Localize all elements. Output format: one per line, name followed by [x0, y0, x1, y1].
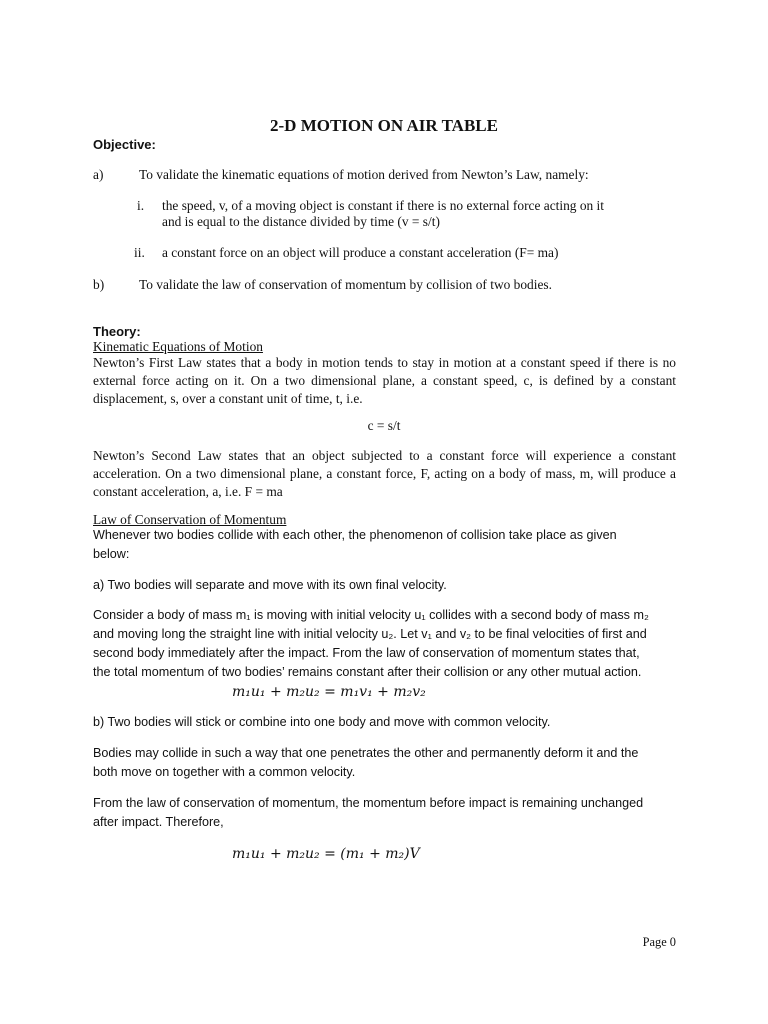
sub-objective-i-label: i. [137, 198, 145, 213]
case-a-paragraph-line4: the total momentum of two bodies’ remains constant after their collision or any other mutual action. [93, 665, 642, 679]
momentum-equation-separate: m₁u₁ + m₂u₂ = m₁v₁ + m₂v₂ [232, 684, 426, 700]
case-b-paragraph-line2: both move on together with a common velocity. [93, 765, 356, 779]
objective-a-label: a) [93, 167, 104, 182]
momentum-equation-combined: m₁u₁ + m₂u₂ = (m₁ + m₂)V [232, 846, 420, 862]
kinematic-heading: Kinematic Equations of Motion [93, 339, 263, 354]
theory-heading: Theory: [93, 324, 141, 339]
sub-objective-i-line2: and is equal to the distance divided by time (v = s/t) [162, 214, 440, 229]
momentum-heading: Law of Conservation of Momentum [93, 512, 287, 527]
case-a-paragraph-line2: and moving long the straight line with initial velocity u₂. Let v₁ and v₂ to be final velocities of first and [93, 627, 647, 641]
case-b-paragraph-line1: Bodies may collide in such a way that one penetrates the other and permanently deform it and the [93, 746, 639, 760]
case-a-heading: a) Two bodies will separate and move with its own final velocity. [93, 578, 447, 592]
case-c-paragraph-line1: From the law of conservation of momentum, the momentum before impact is remaining unchanged [93, 796, 644, 810]
page-title: 2-D MOTION ON AIR TABLE [270, 116, 498, 135]
case-c-paragraph-line2: after impact. Therefore, [93, 815, 224, 829]
momentum-intro-line1: Whenever two bodies collide with each other, the phenomenon of collision take place as given [93, 528, 617, 542]
case-a-paragraph-line1: Consider a body of mass m₁ is moving with initial velocity u₁ collides with a second body of mass m₂ [93, 608, 649, 622]
objective-heading: Objective: [93, 137, 156, 152]
kinematic-equation: c = s/t [367, 418, 401, 433]
sub-objective-ii-label: ii. [134, 245, 145, 260]
sub-objective-i-line1: the speed, v, of a moving object is constant if there is no external force acting on it [162, 198, 605, 213]
page-number: Page 0 [642, 935, 676, 949]
kinematic-paragraph-1: Newton’s First Law states that a body in motion tends to stay in motion at a constant speed if there is no external force acting on it. On a two dimensional plane, a constant speed, c, is defined by a constant displacement, s, over a constant unit of time, t, i.e. [93, 355, 676, 406]
momentum-intro-line2: below: [93, 547, 130, 561]
case-a-paragraph-line3: second body immediately after the impact. From the law of conservation of momentum states that, [93, 646, 640, 660]
objective-b-label: b) [93, 277, 105, 292]
sub-objective-ii-line1: a constant force on an object will produce a constant acceleration (F= ma) [162, 245, 559, 260]
objective-a-text: To validate the kinematic equations of motion derived from Newton’s Law, namely: [139, 167, 589, 182]
kinematic-paragraph-2: Newton’s Second Law states that an object subjected to a constant force will experience a constant acceleration. On a two dimensional plane, a constant force, F, acting on a body of mass, m, will produce a constant acceleration, a, i.e. F = ma [93, 448, 676, 499]
case-b-heading: b) Two bodies will stick or combine into one body and move with common velocity. [93, 715, 551, 729]
objective-b-text: To validate the law of conservation of momentum by collision of two bodies. [139, 277, 552, 292]
